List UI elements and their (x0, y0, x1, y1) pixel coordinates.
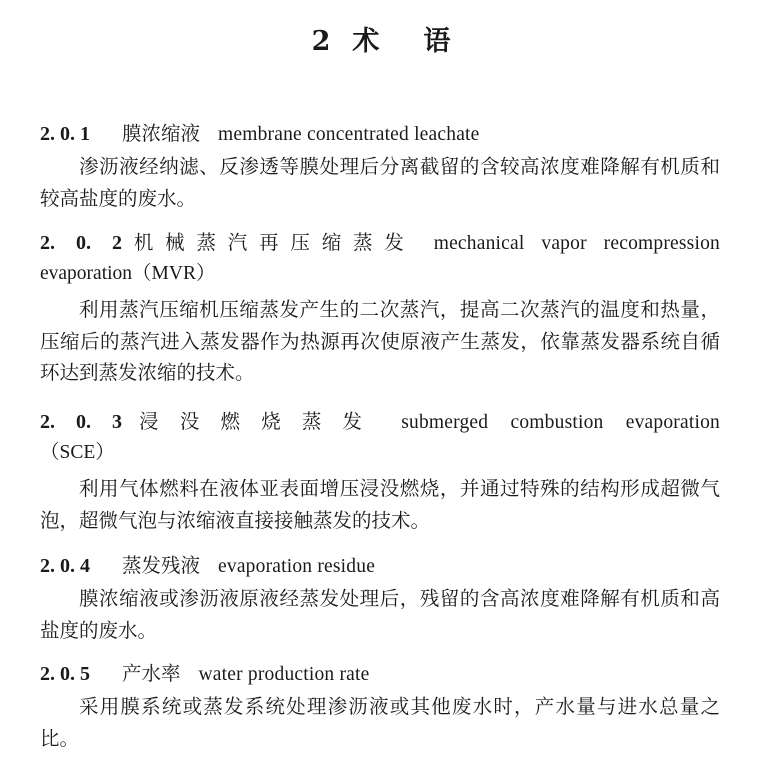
term-code: 2. 0. 5 (40, 663, 90, 685)
term-heading (40, 656, 720, 693)
chapter-title-word-1: 术 (352, 26, 380, 57)
term-definition: 利用气体燃料在液体亚表面增压浸没燃烧，并通过特殊的结构形成超微气泡，超微气泡与浓缩液直接接触蒸发的技术。 (40, 477, 720, 532)
chapter-title-word-2: 语 (423, 26, 451, 57)
term-heading (40, 225, 720, 262)
term-english-name: submerged combustion evaporation (401, 412, 720, 433)
term-english-name: water production rate (198, 664, 370, 685)
term-entry (40, 225, 720, 385)
term-english-name-continued: （SCE） (40, 442, 115, 463)
chapter-title (0, 22, 762, 62)
term-english-name: mechanical vapor recompression (433, 233, 720, 254)
term-chinese-name: 产水率 (122, 662, 181, 685)
term-english-name-continued: evaporation（MVR） (40, 263, 216, 284)
term-chinese-name: 蒸发残液 (122, 554, 201, 577)
term-english-name: membrane concentrated leachate (218, 124, 480, 145)
term-chinese-name: 膜浓缩液 (122, 122, 201, 145)
term-definition: 膜浓缩液或渗沥液原液经蒸发处理后，残留的含高浓度难降解有机质和高盐度的废水。 (40, 587, 720, 642)
term-definition: 利用蒸汽压缩机压缩蒸发产生的二次蒸汽，提高二次蒸汽的温度和热量，压缩后的蒸汽进入蒸发器作为热源再次使原液产生蒸发，依靠蒸发器系统自循环达到蒸发浓缩的技术。 (40, 298, 720, 385)
term-code: 2. 0. 1 (40, 123, 90, 145)
term-heading (40, 548, 720, 585)
term-heading (40, 404, 720, 441)
term-entry (40, 548, 720, 642)
term-definition: 渗沥液经纳滤、反渗透等膜处理后分离截留的含较高浓度难降解有机质和较高盐度的废水。 (40, 155, 720, 210)
term-entry (40, 656, 720, 750)
term-heading (40, 116, 720, 153)
term-chinese-name: 机械蒸汽再压缩蒸发 (122, 231, 416, 254)
term-code: 2. 0. 4 (40, 555, 90, 577)
term-code: 2. 0. 3 (40, 411, 122, 433)
chapter-number: 2 (311, 26, 331, 57)
term-entry (40, 116, 720, 210)
term-english-name: evaporation residue (218, 556, 376, 577)
term-definition: 采用膜系统或蒸发系统处理渗沥液或其他废水时，产水量与进水总量之比。 (40, 695, 720, 750)
term-code: 2. 0. 2 (40, 232, 122, 254)
term-entry (40, 404, 720, 532)
term-chinese-name: 浸没燃烧蒸发 (122, 410, 384, 433)
